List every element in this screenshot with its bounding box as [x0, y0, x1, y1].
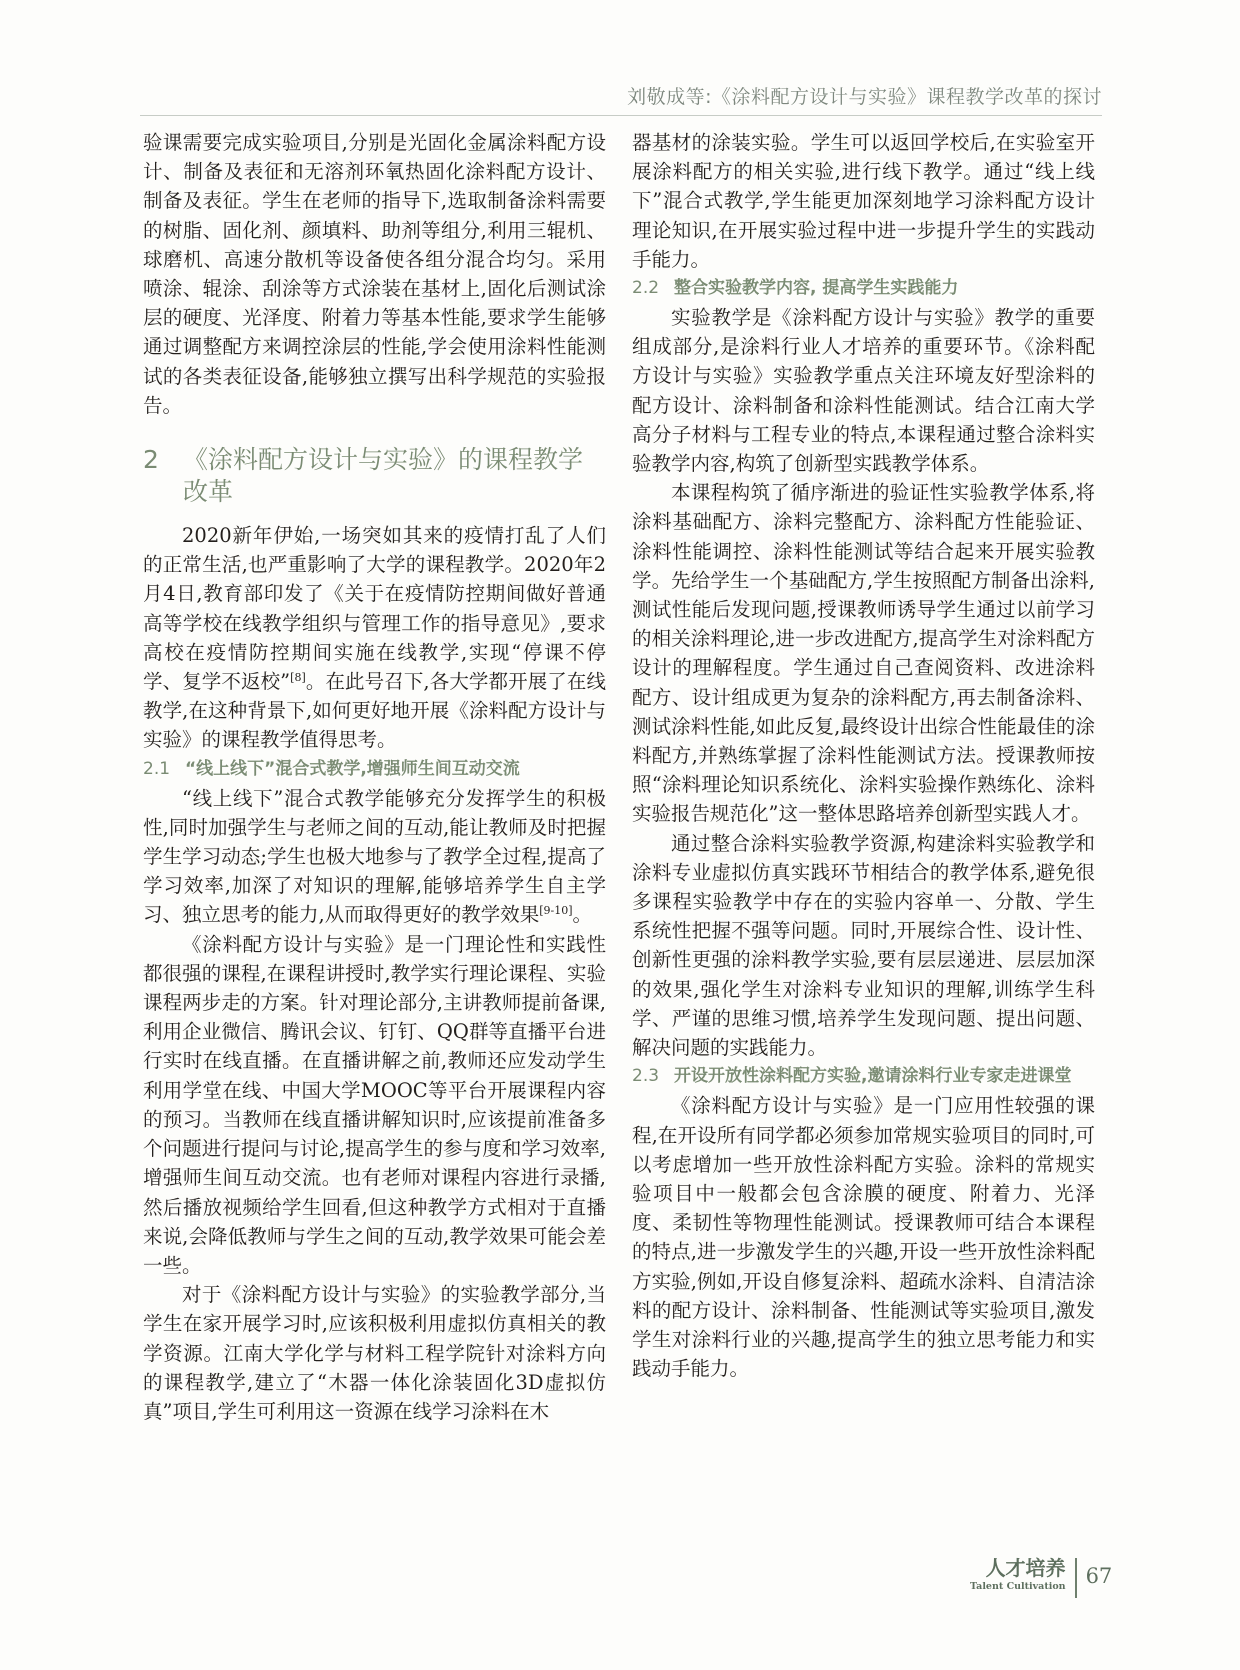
- paragraph-course-theory: 《涂料配方设计与实验》是一门理论性和实践性都很强的课程,在课程讲授时,教学实行理论课程、实验课程两步走的方案。针对理论部分,主讲教师提前备课,利用企业微信、腾讯会议、钉钉、QQ群等直播平台进行实时在线直播。在直播讲解之前,教师还应发动学生利用学堂在线、中国大学MOOC等平台开展课程内容的预习。当教师在线直播讲解知识时,应该提前准备多个问题进行提问与讨论,提高学生的参与度和学习效率,增强师生间互动交流。也有老师对课程内容进行录播,然后播放视频给学生回看,但这种教学方式相对于直播来说,会降低教师与学生之间的互动,教学效果可能会差一些。: [143, 932, 606, 1277]
- right-column: [632, 128, 1095, 1383]
- paragraph-blended-end: 。: [572, 903, 593, 927]
- running-header: 刘敬成等:《涂料配方设计与实验》课程教学改革的探讨: [627, 86, 1102, 108]
- header-rule: [140, 115, 1102, 116]
- section-2-1-heading: [143, 755, 606, 784]
- section-2-heading: [143, 444, 606, 508]
- citation-8: [8]: [290, 671, 306, 685]
- paragraph-2020-text-end: 。在此号召下,各大学都开展了在线教学,在这种背景下,如何更好地开展《涂料配方设计与实验》的课程教学值得思考。: [143, 670, 606, 752]
- section-2-number: 2: [143, 445, 159, 475]
- paragraph-intro: 验课需要完成实验项目,分别是光固化金属涂料配方设计、制备及表征和无溶剂环氧热固化涂料配方设计、制备及表征。学生在老师的指导下,选取制备涂料需要的树脂、固化剂、颜填料、助剂等组分,利用三辊机、球磨机、高速分散机等设备使各组分混合均匀。采用喷涂、辊涂、刮涂等方式涂装在基材上,固化后测试涂层的硬度、光泽度、附着力等基本性能,要求学生能够通过调整配方来调控涂层的性能,学会使用涂料性能测试的各类表征设备,能够独立撰写出科学规范的实验报告。: [143, 131, 606, 417]
- paragraph-2020: [143, 521, 606, 755]
- journal-name-en: Talent Cultivation: [970, 1581, 1066, 1592]
- section-2-3-heading: [632, 1062, 1095, 1091]
- paragraph-virtual-simulation: 对于《涂料配方设计与实验》的实验教学部分,当学生在家开展学习时,应该积极利用虚拟仿真相关的教学资源。江南大学化学与材料工程学院针对涂料方向的课程教学,建立了“木器一体化涂装固化3D虚拟仿真”项目,学生可利用这一资源在线学习涂料在木: [143, 1283, 606, 1423]
- paragraph-integrated-resources: 通过整合涂料实验教学资源,构建涂料实验教学和涂料专业虚拟仿真实践环节相结合的教学体系,避免很多课程实验教学中存在的实验内容单一、分散、学生系统性把握不强等问题。同时,开展综合性、设计性、创新性更强的涂料教学实验,要有层层递进、层层加深的效果,强化学生对涂料专业知识的理解,训练学生科学、严谨的思维习惯,培养学生发现问题、提出问题、解决问题的实践能力。: [632, 831, 1095, 1060]
- left-column: [143, 128, 606, 1426]
- section-2-3-number: 2.3: [632, 1066, 660, 1087]
- footer-divider: [1075, 1558, 1077, 1598]
- page-footer: [970, 1556, 1112, 1598]
- journal-name-cn: 人才培养: [985, 1556, 1066, 1580]
- section-2-2-number: 2.2: [632, 278, 660, 299]
- section-2-1-title: “线上线下”混合式教学,增强师生间互动交流: [185, 758, 520, 779]
- section-2-1-number: 2.1: [143, 758, 171, 779]
- paragraph-progressive-system: 本课程构筑了循序渐进的验证性实验教学体系,将涂料基础配方、涂料完整配方、涂料配方性能验证、涂料性能调控、涂料性能测试等结合起来开展实验教学。先给学生一个基础配方,学生按照配方制备出涂料,测试性能后发现问题,授课教师诱导学生通过以前学习的相关涂料理论,进一步改进配方,提高学生对涂料配方设计的理解程度。学生通过自己查阅资料、改进涂料配方、设计组成更为复杂的涂料配方,再去制备涂料、测试涂料性能,如此反复,最终设计出综合性能最佳的涂料配方,并熟练掌握了涂料性能测试方法。授课教师按照“涂料理论知识系统化、涂料实验操作熟练化、涂料实验报告规范化”这一整体思路培养创新型实践人才。: [632, 481, 1095, 826]
- citation-9-10: [9-10]: [539, 904, 573, 918]
- paragraph-2020-text: 2020新年伊始,一场突如其来的疫情打乱了人们的正常生活,也严重影响了大学的课程教学。2020年2月4日,教育部印发了《关于在疫情防控期间做好普通高等学校在线教学组织与管理工作的指导意见》,要求高校在疫情防控期间实施在线教学,实现“停课不停学、复学不返校”: [143, 524, 606, 694]
- section-2-2-title: 整合实验教学内容, 提高学生实践能力: [674, 278, 959, 299]
- paragraph-experiment-teaching: 实验教学是《涂料配方设计与实验》教学的重要组成部分,是涂料行业人才培养的重要环节。《涂料配方设计与实验》实验教学重点关注环境友好型涂料的配方设计、涂料制备和涂料性能测试。结合江南大学高分子材料与工程专业的特点,本课程通过整合涂料实验教学内容,构筑了创新型实践教学体系。: [632, 306, 1095, 476]
- paragraph-open-experiments: 《涂料配方设计与实验》是一门应用性较强的课程,在开设所有同学都必须参加常规实验项目的同时,可以考虑增加一些开放性涂料配方实验。涂料的常规实验项目中一般都会包含涂膜的硬度、附着力、光泽度、柔韧性等物理性能测试。授课教师可结合本课程的特点,进一步激发学生的兴趣,开设一些开放性涂料配方实验,例如,开设自修复涂料、超疏水涂料、自清洁涂料的配方设计、涂料制备、性能测试等实验项目,激发学生对涂料行业的兴趣,提高学生的独立思考能力和实践动手能力。: [632, 1094, 1095, 1381]
- paragraph-blended-text: “线上线下”混合式教学能够充分发挥学生的积极性,同时加强学生与老师之间的互动,能让教师及时把握学生学习动态;学生也极大地参与了教学全过程,提高了学习效率,加深了对知识的理解,能够培养学生自主学习、独立思考的能力,从而取得更好的教学效果: [143, 786, 606, 927]
- section-2-title: 《涂料配方设计与实验》的课程教学改革: [183, 445, 584, 507]
- paragraph-blended-teaching: [143, 784, 606, 930]
- journal-brand: [970, 1556, 1066, 1594]
- section-2-3-title: 开设开放性涂料配方实验,邀请涂料行业专家走进课堂: [674, 1066, 1072, 1087]
- page-number: 67: [1085, 1564, 1113, 1588]
- section-2-2-heading: [632, 274, 1095, 303]
- paragraph-continuation: 器基材的涂装实验。学生可以返回学校后,在实验室开展涂料配方的相关实验,进行线下教学。通过“线上线下”混合式教学,学生能更加深刻地学习涂料配方设计理论知识,在开展实验过程中进一步提升学生的实践动手能力。: [632, 131, 1095, 271]
